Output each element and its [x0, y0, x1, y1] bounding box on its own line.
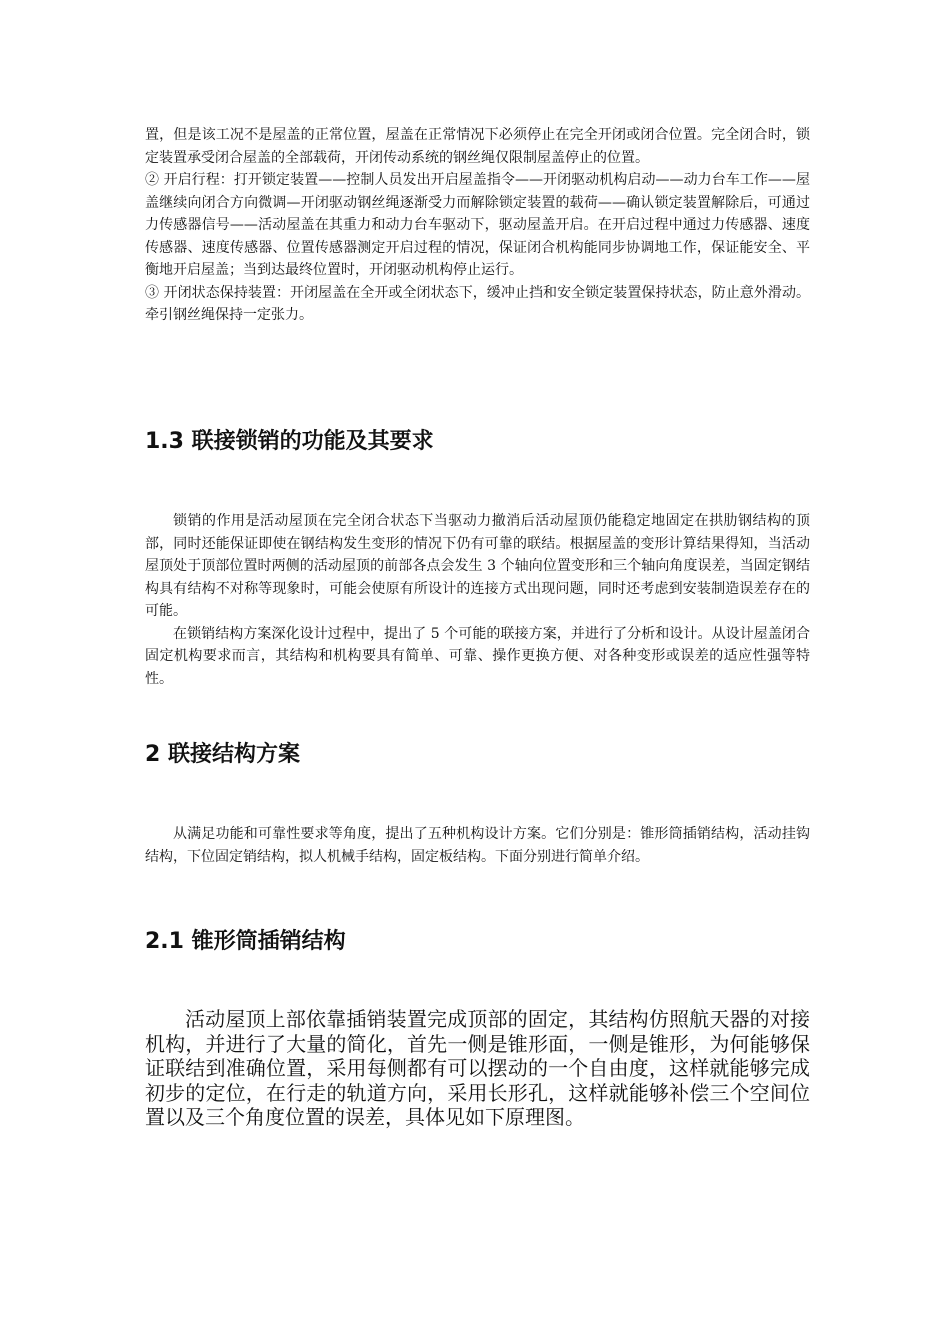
- section-2-1-body: [145, 1007, 810, 1130]
- paragraph-state-holding: ③ 开闭状态保持装置：开闭屋盖在全开或全闭状态下，缓冲止挡和安全锁定装置保持状态，防止意外滑动。牵引钢丝绳保持一定张力。: [145, 284, 810, 323]
- heading-2-1: 2.1 锥形筒插销结构: [145, 929, 346, 954]
- paragraph-continuation: 置，但是该工况不是屋盖的正常位置，屋盖在正常情况下必须停止在完全开闭或闭合位置。完全闭合时，锁定装置承受闭合屋盖的全部载荷，开闭传动系统的钢丝绳仅限制屋盖停止的位置。: [145, 127, 810, 166]
- paragraph-five-schemes: 从满足功能和可靠性要求等角度，提出了五种机构设计方案。它们分别是：锥形筒插销结构，活动挂钩结构，下位固定销结构，拟人机械手结构，固定板结构。下面分别进行简单介绍。: [145, 826, 810, 865]
- section-1-3-body: [145, 510, 810, 690]
- paragraph-opening-process: ② 开启行程：打开锁定装置——控制人员发出开启屋盖指令——开闭驱动机构启动——动力台车工作——屋盖继续向闭合方向微调—开闭驱动钢丝绳逐渐受力而解除锁定装置的载荷——确认锁定装置解除后，可通过力传感器信号——活动屋盖在其重力和动力台车驱动下，驱动屋盖开启。在开启过程中通过力传感器、速度传感器、速度传感器、位置传感器测定开启过程的情况，保证闭合机构能同步协调地工作，保证能安全、平衡地开启屋盖；当到达最终位置时，开闭驱动机构停止运行。: [145, 172, 810, 278]
- paragraph-cone-pin: 活动屋顶上部依靠插销装置完成顶部的固定，其结构仿照航天器的对接机构，并进行了大量的简化，首先一侧是锥形面，一侧是锥形，为何能够保证联结到准确位置，采用每侧都有可以摆动的一个自由度，这样就能够完成初步的定位，在行走的轨道方向，采用长形孔，这样就能够补偿三个空间位置以及三个角度位置的误差，具体见如下原理图。: [145, 1007, 810, 1129]
- paragraph-lock-design: 在锁销结构方案深化设计过程中，提出了 5 个可能的联接方案，并进行了分析和设计。从设计屋盖闭合固定机构要求而言，其结构和机构要具有简单、可靠、操作更换方便、对各种变形或误差的适应性强等特性。: [145, 625, 810, 687]
- block1: [145, 124, 810, 327]
- heading-2: 2 联接结构方案: [145, 742, 300, 767]
- heading-1-3: 1.3 联接锁销的功能及其要求: [145, 429, 434, 454]
- section-2-body: [145, 823, 810, 868]
- paragraph-lock-function: 锁销的作用是活动屋顶在完全闭合状态下当驱动力撤消后活动屋顶仍能稳定地固定在拱肋钢结构的顶部，同时还能保证即使在钢结构发生变形的情况下仍有可靠的联结。根据屋盖的变形计算结果得知，当活动屋顶处于顶部位置时两侧的活动屋顶的前部各点会发生 3 个轴向位置变形和三个轴向角度误差，当固定钢结构具有结构不对称等现象时，可能会使原有所设计的连接方式出现问题，同时还考虑到安装制造误差存在的可能。: [145, 513, 810, 619]
